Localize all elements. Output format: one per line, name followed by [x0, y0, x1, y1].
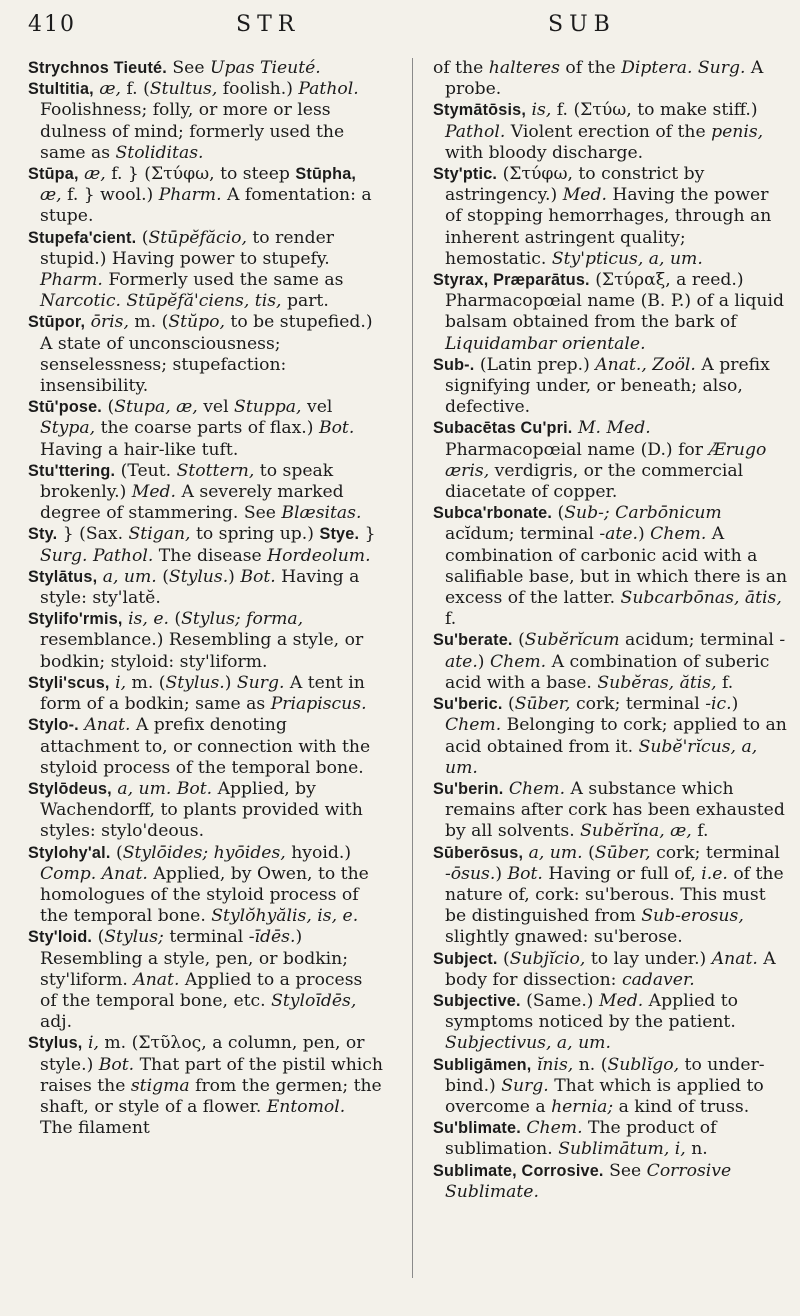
italic-text: a, um.: [97, 566, 157, 587]
entry-text: That part of the pistil which raises the: [40, 1054, 384, 1096]
headword: Stymātōsis,: [433, 101, 527, 120]
entry-text: resemblance.) Resembling a style, or bodkin; styloid: sty'liform.: [40, 630, 364, 672]
dictionary-entry: [433, 270, 788, 355]
italic-text: Stuppa,: [234, 397, 302, 418]
entry-text: ): [637, 524, 651, 545]
italic-text: Stylus.: [165, 672, 225, 693]
headword: Styli'scus,: [28, 673, 110, 692]
entry-text: to be stupefied.) A state of unconsciousness; senselessness; stupefaction: insensibility.: [40, 312, 373, 397]
entry-text: to spring up.): [190, 524, 320, 545]
italic-text: Chem.: [489, 651, 547, 672]
entry-text: See: [166, 58, 210, 78]
headword: Subjective.: [433, 991, 521, 1010]
entry-text: vel: [197, 397, 235, 418]
dictionary-entry: [433, 991, 788, 1055]
dictionary-entry: [28, 927, 383, 1033]
entry-text: (: [552, 503, 565, 524]
entry-text: slightly gnawed: su'berose.: [445, 927, 683, 948]
entry-text: ): [224, 672, 237, 693]
headword: Stūpa,: [28, 165, 79, 184]
entry-text: The filament: [40, 1118, 150, 1139]
entry-text: with bloody discharge.: [445, 142, 644, 163]
italic-text: Stŭpo,: [168, 312, 225, 333]
dictionary-entry: [28, 673, 383, 715]
entry-text: foolish.): [217, 79, 299, 100]
entry-text: Pharmacopœial name (D.) for: [445, 439, 709, 460]
headword: Sty'ptic.: [433, 165, 498, 184]
entry-text: (: [512, 630, 525, 651]
dictionary-entry: [28, 312, 383, 397]
entry-text: (: [92, 927, 105, 948]
entry-text: ): [228, 566, 241, 587]
entry-text: (Στύραξ, a reed.) Pharmacopœial name (B. P.) of a liquid balsam obtained from the bark of: [445, 270, 784, 333]
headword: Sub-.: [433, 355, 475, 374]
column-divider: [412, 58, 413, 1278]
italic-text: Med.: [131, 482, 177, 503]
entry-text: Applied, by Wachendorff, to plants provided with styles: stylo'deous.: [40, 778, 363, 842]
headword: Strychnos Tieuté.: [28, 59, 167, 77]
headword: Stūpor,: [28, 313, 86, 332]
italic-text: Sūber,: [594, 842, 651, 863]
italic-text: Bot.: [176, 778, 213, 799]
italic-text: Chem.: [526, 1118, 583, 1139]
italic-text: Styloīdēs,: [271, 990, 357, 1011]
italic-text: Stupa, æ,: [114, 397, 198, 418]
italic-text: Subjĭcio,: [509, 948, 586, 969]
entry-text: The product of sublimation.: [445, 1118, 717, 1160]
entry-text: See: [603, 1160, 647, 1181]
italic-text: Pathol.: [445, 121, 506, 142]
italic-text: -ate.: [445, 630, 786, 672]
entry-text: (Latin prep.): [474, 354, 596, 375]
italic-text: Stypa,: [40, 418, 96, 439]
headword: Subject.: [433, 949, 498, 968]
dictionary-entry: [433, 630, 788, 694]
entry-text: That which is applied to overcome a: [445, 1075, 764, 1117]
italic-text: Med.: [598, 990, 644, 1011]
entry-text: of the: [433, 58, 489, 78]
entry-text: of the: [559, 58, 622, 78]
dictionary-entry: [28, 609, 383, 673]
italic-text: Chem.: [508, 778, 566, 799]
dictionary-entry: [433, 1055, 788, 1119]
italic-text: Stylōides; hyōides,: [122, 842, 286, 863]
headword: Stūpha,: [295, 165, 357, 184]
dictionary-entry: [433, 694, 788, 779]
headword: Stultitia,: [28, 80, 94, 99]
dictionary-entry: [433, 779, 788, 843]
dictionary-entry: [28, 567, 383, 609]
entry-text: to render stupid.) Having power to stupefy.: [40, 227, 334, 269]
entry-text: a kind of truss.: [613, 1096, 750, 1117]
entry-text: Applied to a process of the temporal bone, etc.: [40, 969, 363, 1011]
italic-text: Entomol.: [266, 1096, 346, 1117]
entry-text: Having a hair-like tuft.: [40, 439, 239, 460]
entry-text: ): [477, 651, 490, 672]
italic-text: Stylus; forma,: [181, 609, 304, 630]
italic-text: i,: [82, 1033, 99, 1054]
entry-text: Applied to symptoms noticed by the patient.: [445, 990, 738, 1033]
italic-text: Subjectivus, a, um.: [445, 1033, 611, 1054]
entry-text: terminal: [163, 927, 249, 948]
italic-text: Sublimātum, i,: [558, 1139, 686, 1160]
italic-text: Stylus;: [104, 927, 164, 948]
entry-text: A tent in form of a bodkin; same as: [40, 672, 365, 715]
italic-text: Subĕrĭna, æ,: [580, 821, 692, 842]
italic-text: a, um.: [111, 778, 172, 799]
entry-text: f.: [445, 609, 457, 630]
italic-text: Bot.: [98, 1054, 135, 1075]
entry-text: A substance which remains after cork has been exhausted by all solvents.: [445, 778, 785, 842]
italic-text: Stigan,: [128, 524, 191, 545]
italic-text: Upas Tieuté.: [209, 58, 321, 78]
entry-text: (: [502, 694, 515, 715]
entry-text: n.: [685, 1139, 708, 1160]
right-column: [433, 58, 788, 1203]
italic-text: Diptera. Surg.: [621, 58, 746, 78]
italic-text: Subcarbōnas, ātis,: [620, 588, 782, 609]
italic-text: Pharm.: [40, 270, 103, 291]
dictionary-entry: [28, 779, 383, 843]
entry-text: (Teut.: [115, 460, 177, 481]
entry-text: hyoid.): [285, 842, 352, 863]
entry-text: } (Sax.: [57, 524, 129, 545]
italic-text: Surg.: [236, 672, 285, 693]
headword: Sublimate, Corrosive.: [433, 1161, 604, 1180]
entry-text: A combination of suberic acid with a base.: [445, 651, 770, 693]
italic-text: Ærugo æris,: [445, 439, 767, 481]
entry-text: (: [168, 609, 182, 630]
italic-text: Sublĭgo,: [607, 1054, 680, 1075]
entry-text: ): [731, 694, 739, 715]
italic-text: -īdēs.: [248, 927, 296, 948]
italic-text: is, e.: [122, 609, 169, 630]
entry-text: to lay under.): [585, 948, 712, 969]
dictionary-entry: [28, 79, 383, 164]
italic-text: Anat.: [133, 969, 180, 990]
italic-text: Stultus,: [149, 79, 218, 100]
headword: Su'berate.: [433, 631, 513, 650]
headword: Stylo-.: [28, 716, 79, 735]
italic-text: stigma: [130, 1075, 190, 1096]
entry-text: m. (: [126, 672, 166, 693]
italic-text: Priapiscus.: [270, 694, 367, 715]
italic-text: Chem.: [445, 715, 502, 736]
entry-text: Belonging to cork; applied to an acid obtained from it.: [445, 715, 787, 757]
italic-text: Bot.: [507, 863, 543, 884]
italic-text: Sūber,: [514, 694, 571, 715]
entry-text: (: [582, 842, 595, 863]
italic-text: Narcotic. Stūpĕfă'ciens, tis,: [40, 291, 282, 312]
headword: Stu'ttering.: [28, 461, 116, 480]
italic-text: ōris,: [85, 312, 129, 333]
entry-text: cork; terminal: [650, 842, 780, 863]
headword: Styrax, Præparātus.: [433, 271, 590, 290]
left-running-head: STR: [236, 12, 301, 37]
entry-text: }: [359, 524, 376, 545]
entry-text: adj.: [40, 1012, 73, 1033]
entry-text: ): [495, 863, 508, 884]
entry-text: cork; terminal: [570, 694, 706, 715]
italic-text: Bot.: [240, 566, 276, 587]
italic-text: Sty'pticus, a, um.: [551, 248, 703, 269]
italic-text: Stottern,: [176, 460, 255, 481]
italic-text: Bot.: [318, 418, 355, 439]
dictionary-entry: [433, 418, 788, 503]
entry-text: The disease: [153, 545, 268, 566]
entry-text: Having or full of,: [542, 863, 702, 884]
italic-text: cadaver.: [621, 969, 695, 990]
italic-text: hernia;: [551, 1096, 614, 1117]
entry-text: f.: [691, 821, 709, 842]
entry-text: f. (Στύω, to make stiff.): [551, 100, 758, 121]
entry-text: f. (: [120, 79, 150, 100]
entry-text: (Same.): [520, 990, 599, 1011]
italic-text: Comp. Anat.: [40, 863, 148, 884]
entry-text: A body for dissection:: [445, 948, 776, 990]
italic-text: penis,: [711, 121, 764, 142]
entry-text: A prefix denoting attachment to, or connection with the styloid process of the temporal bone.: [40, 715, 371, 778]
italic-text: M. Med.: [577, 418, 651, 439]
italic-text: halteres: [488, 58, 560, 78]
entry-text: f.: [716, 672, 734, 693]
italic-text: Pathol.: [298, 79, 359, 100]
headword: Sūberōsus,: [433, 843, 524, 862]
italic-text: Stylŏhyălis, is, e.: [211, 906, 359, 927]
italic-text: Med.: [562, 185, 607, 206]
entry-text: A fomentation: a stupe.: [40, 185, 372, 227]
entry-text: of the nature of, cork: su'berous. This must be distinguished from: [445, 863, 784, 927]
italic-text: Subĕras, ătis,: [597, 672, 717, 693]
entry-text: Having a style: sty'latĕ.: [40, 566, 360, 609]
dictionary-entry: [28, 715, 383, 779]
headword: Stū'pose.: [28, 398, 103, 417]
italic-text: æ,: [40, 185, 62, 206]
italic-text: Surg.: [501, 1075, 549, 1096]
dictionary-entry: [433, 1118, 788, 1160]
dictionary-entry: [28, 164, 383, 228]
headword: Stye.: [319, 525, 360, 544]
entry-text: part.: [281, 291, 329, 312]
italic-text: Anat.: [711, 948, 758, 969]
entry-text: m. (: [128, 312, 169, 333]
italic-text: Corrosive Sublimate.: [445, 1160, 732, 1202]
dictionary-entry: [433, 100, 788, 164]
entry-text: Violent erection of the: [505, 121, 712, 142]
headword: Su'blimate.: [433, 1119, 521, 1138]
entry-text: to speak brokenly.): [40, 460, 334, 503]
headword: Sty'loid.: [28, 928, 93, 947]
entry-text: to under-bind.): [445, 1054, 765, 1096]
dictionary-entry: [433, 503, 788, 630]
entry-text: (: [136, 227, 149, 248]
italic-text: Liquidambar orientale.: [445, 333, 646, 354]
dictionary-entry: [433, 355, 788, 419]
entry-text: (: [110, 842, 123, 863]
italic-text: -ōsus.: [445, 863, 496, 884]
dictionary-entry: [433, 164, 788, 270]
italic-text: Stylus.: [168, 566, 229, 587]
entry-text: Having the power of stopping hemorrhages, through an inherent astringent quality; hemostatic.: [445, 185, 772, 269]
dictionary-entry: [433, 949, 788, 991]
dictionary-entry: [28, 524, 383, 566]
italic-text: Sub-; Carbōnicum: [564, 503, 722, 524]
entry-text: Foolishness; folly, or more or less dulness of mind; formerly used the same as: [40, 100, 345, 163]
entry-text: vel: [301, 397, 333, 418]
page-header: [0, 6, 800, 46]
dictionary-entry: [433, 58, 788, 100]
left-column: [28, 58, 383, 1139]
dictionary-entry: [28, 397, 383, 461]
italic-text: Anat., Zoöl.: [595, 354, 696, 375]
italic-text: -ate.: [599, 524, 638, 545]
headword: Stylus,: [28, 1034, 83, 1053]
headword: Stupefa'cient.: [28, 228, 137, 247]
dictionary-entry: [28, 843, 383, 928]
entry-text: acĭdum; terminal: [445, 524, 600, 545]
italic-text: Surg. Pathol.: [40, 545, 154, 566]
entry-text: Applied, by Owen, to the homologues of the styloid process of the temporal bone.: [40, 863, 369, 927]
dictionary-entry: [433, 1161, 788, 1203]
headword: Stylifo'rmis,: [28, 610, 123, 629]
headword: Sty.: [28, 525, 58, 544]
entry-text: ) Resembling a style, pen, or bodkin; sty'liform.: [40, 927, 348, 990]
italic-text: ĭnis,: [531, 1054, 574, 1075]
italic-text: a, um.: [523, 842, 583, 863]
headword: Stylohy'al.: [28, 843, 111, 862]
italic-text: Stūpĕfăcio,: [148, 227, 247, 248]
headword: Subca'rbonate.: [433, 504, 553, 523]
entry-text: A severely marked degree of stammering. See: [40, 482, 344, 524]
italic-text: Anat.: [84, 715, 131, 736]
entry-text: m. (Στῦλος, a column, pen, or style.): [40, 1033, 365, 1075]
entry-text: A combination of carbonic acid with a salifiable base, but in which there is an excess of the latter.: [445, 524, 788, 609]
entry-text: (: [497, 948, 510, 969]
italic-text: i,: [109, 672, 127, 693]
dictionary-entry: [28, 1033, 383, 1139]
headword: Su'beric.: [433, 695, 503, 714]
italic-text: -ic.: [705, 694, 732, 715]
italic-text: Hordeolum.: [267, 545, 371, 566]
italic-text: i.e.: [701, 863, 728, 884]
right-running-head: SUB: [548, 12, 616, 37]
entry-text: the coarse parts of flax.): [95, 418, 319, 439]
italic-text: Chem.: [650, 524, 707, 545]
italic-text: Subĕrĭcum: [524, 630, 620, 651]
entry-text: f. } (Στύφω, to steep: [105, 164, 296, 185]
page-number: 410: [28, 12, 76, 37]
italic-text: Pharm.: [158, 185, 222, 206]
headword: Stylātus,: [28, 567, 98, 586]
italic-text: Sub-erosus,: [641, 906, 744, 927]
entry-text: f. } wool.): [61, 185, 159, 206]
italic-text: æ,: [78, 164, 106, 185]
headword: Subacētas Cu'pri.: [433, 419, 573, 438]
entry-text: A probe.: [445, 58, 764, 100]
entry-text: from the germen; the shaft, or style of a flower.: [40, 1075, 382, 1117]
entry-text: (: [156, 566, 169, 587]
italic-text: Subĕ'rĭcus, a, um.: [445, 736, 758, 778]
entry-text: verdigris, or the commercial diacetate of copper.: [445, 460, 744, 503]
dictionary-entry: [433, 843, 788, 949]
headword: Stylōdeus,: [28, 779, 112, 798]
dictionary-entry: [28, 228, 383, 313]
dictionary-entry: [28, 58, 383, 79]
italic-text: Blæsitas.: [281, 503, 362, 524]
dictionary-entry: [28, 461, 383, 525]
italic-text: is,: [526, 100, 552, 121]
entry-text: (Στύφω, to constrict by astringency.): [445, 164, 705, 206]
entry-text: Formerly used the same as: [102, 270, 344, 291]
italic-text: æ,: [93, 79, 121, 100]
entry-text: (: [102, 397, 115, 418]
entry-text: A prefix signifying under, or beneath; also, defective.: [445, 354, 770, 418]
italic-text: Stoliditas.: [115, 142, 204, 163]
entry-text: n. (: [573, 1054, 608, 1075]
entry-text: acidum; terminal: [619, 630, 780, 651]
headword: Subligāmen,: [433, 1055, 532, 1074]
headword: Su'berin.: [433, 779, 504, 798]
